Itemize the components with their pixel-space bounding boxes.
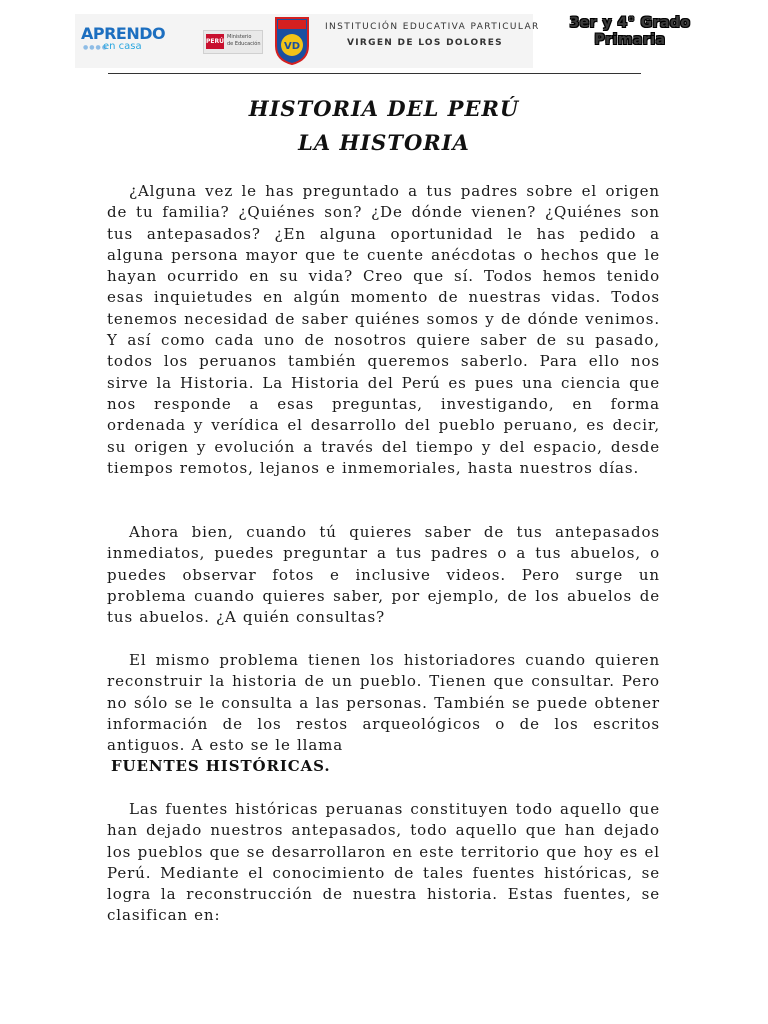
institution-name: VIRGEN DE LOS DOLORES [347,38,503,48]
minedu-logo [203,30,263,54]
document-subtitle: LA HISTORIA [298,130,470,155]
aprendo-logo-title: APRENDO [81,24,166,43]
grade-line1: 3er y 4° Grado [569,15,691,31]
paragraph-4: Las fuentes históricas peruanas constituyen todo aquello que han dejado nuestros antepasados, todo aquello que han dejado los pueblos que se desarrollaron en este territorio que hoy es el Perú. Mediante el conocimiento de tales fuentes históricas, se logra la reconstrucción de nuestra historia. Estas fuentes, se clasifican en: [107,800,660,925]
school-shield-icon [274,16,310,66]
paragraph-1: ¿Alguna vez le has preguntado a tus padres sobre el origen de tu familia? ¿Quiénes son? ¿De dónde vienen? ¿Quiénes son tus antepasados? ¿En alguna oportunidad le has pedido a alguna persona mayor que te cuente anécdotas o hechos que le hayan ocurrido en su vida? Creo que sí. Todos hemos tenido esas inquietudes en algún momento de nuestras vidas. Todos tenemos necesidad de saber quiénes somos y de dónde venimos. Y así como cada uno de nosotros quiere saber de su pasado, todos los peruanos también queremos saberlo. Para ello nos sirve la Historia. La Historia del Perú es pues una ciencia que nos responde a esas preguntas, investigando, en forma ordenada y verídica el desarrollo del pueblo peruano, es decir, su origen y evolución a través del tiempo y del espacio, desde tiempos remotos, lejanos e inmemoriales, hasta nuestros días. [107,182,660,477]
grade-label [538,15,722,49]
minedu-badge: PERÚ [206,34,224,49]
institution-type: INSTITUCIÓN EDUCATIVA PARTICULAR [325,22,540,32]
aprendo-logo-dots: ●●●● [83,44,108,51]
school-shield-text: VD [283,41,301,52]
header-banner [75,14,540,68]
grade-line2: Primaria [594,32,666,48]
paragraph-2: Ahora bien, cuando tú quieres saber de tus antepasados inmediatos, puedes preguntar a tus padres o a tus abuelos, o puedes observar fotos e inclusive videos. Pero surge un problema cuando quieres saber, por ejemplo, de los abuelos de tus abuelos. ¿A quién consultas? [107,523,660,627]
header-divider [108,73,641,74]
paragraph-3: El mismo problema tienen los historiadores cuando quieren reconstruir la historia de un pueblo. Tienen que consultar. Pero no sólo se le consulta a las personas. También se puede obtener información de los restos arqueológicos o de los escritos antiguos. A esto se le llama [107,651,660,755]
aprendo-en-casa-logo [81,24,166,58]
aprendo-logo-subtitle: en casa [103,41,142,52]
fuentes-historicas-heading: FUENTES HISTÓRICAS. [111,757,331,775]
minedu-text [227,34,261,48]
minedu-text-line2: de Educación [227,41,261,47]
document-title: HISTORIA DEL PERÚ [248,96,520,121]
minedu-text-line1: Ministerio [227,34,252,40]
